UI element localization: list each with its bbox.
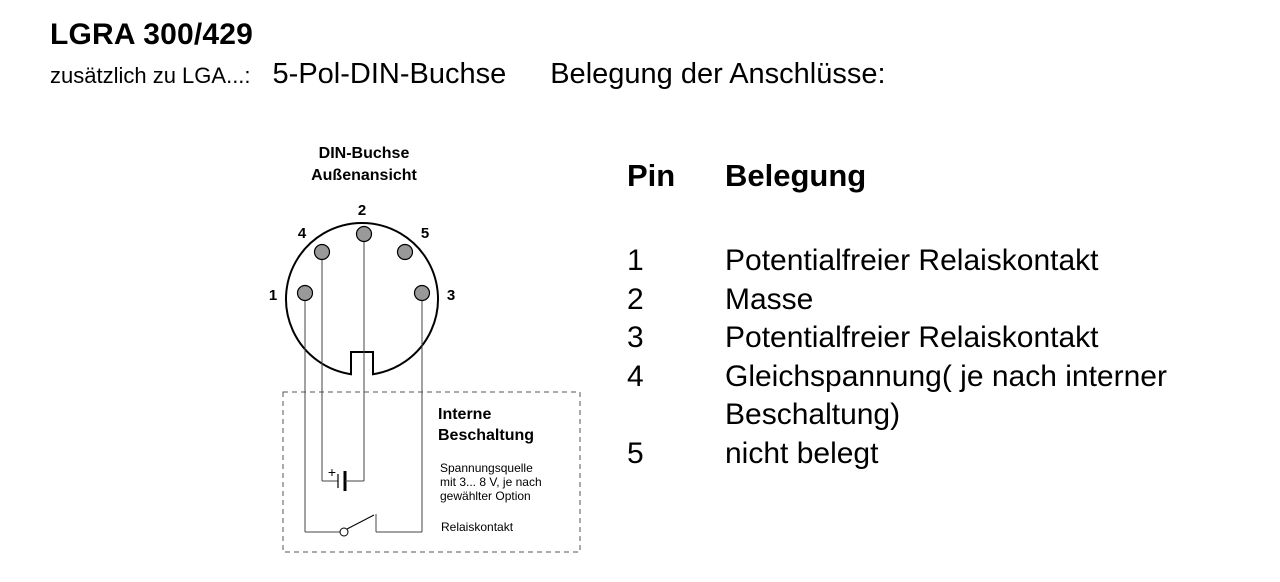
page-title: LGRA 300/429 [50,18,254,51]
table-header-row [627,152,1245,200]
table-row [627,396,1245,435]
source-label-line1: Spannungsquelle [440,461,533,475]
relay-switch-blade [347,515,374,529]
pin-label-2: 2 [357,202,367,219]
subtitle-row [50,58,886,91]
diagram-caption-line2: Außenansicht [311,167,417,184]
subtitle-socket: 5-Pol-DIN-Buchse [272,58,507,90]
table-header-pin: Pin [627,158,676,193]
table-row [627,242,1245,281]
diagram-caption-line1: DIN-Buchse [318,145,410,162]
table-cell-pin: 3 [627,321,644,354]
pin-1 [298,286,313,301]
table-cell-function: Potentialfreier Relaiskontakt [725,321,1099,354]
box-title-line1: Interne [438,406,492,423]
table-cell-function: nicht belegt [725,436,879,470]
pin-assignment-table [627,152,1245,473]
table-row [627,319,1245,358]
battery-plus-sign: + [327,464,337,480]
subtitle-heading: Belegung der Anschlüsse: [550,58,886,90]
pin-4 [315,245,330,260]
table-cell-pin: 4 [627,359,644,393]
source-label-line3: gewählter Option [440,489,531,503]
table-body [627,242,1245,473]
subtitle-prefix: zusätzlich zu LGA...: [50,63,251,88]
pin-5 [398,245,413,260]
box-title-line2: Beschaltung [438,427,535,444]
pin-label-4: 4 [297,225,307,242]
table-row [627,435,1245,474]
table-cell-pin: 2 [627,282,644,316]
table-row [627,358,1245,397]
relay-label: Relaiskontakt [441,520,514,534]
table-cell-pin [627,396,725,435]
pin-label-1: 1 [268,287,278,304]
table-header-function: Belegung [725,158,867,193]
pin-2 [357,227,372,242]
table-cell-function: Potentialfreier Relaiskontakt [725,244,1099,277]
table-cell-function: Beschaltung) [725,398,901,431]
table-cell-pin: 1 [627,244,644,277]
relay-contact-pivot [340,528,348,536]
table-cell-pin: 5 [627,436,644,470]
table-cell-function: Gleichspannung( je nach interner [725,359,1167,393]
pin-label-5: 5 [420,225,430,242]
source-label-line2: mit 3... 8 V, je nach [440,475,542,489]
pin-3 [415,286,430,301]
table-row [627,281,1245,320]
pin-label-3: 3 [446,287,456,304]
table-cell-function: Masse [725,282,814,316]
